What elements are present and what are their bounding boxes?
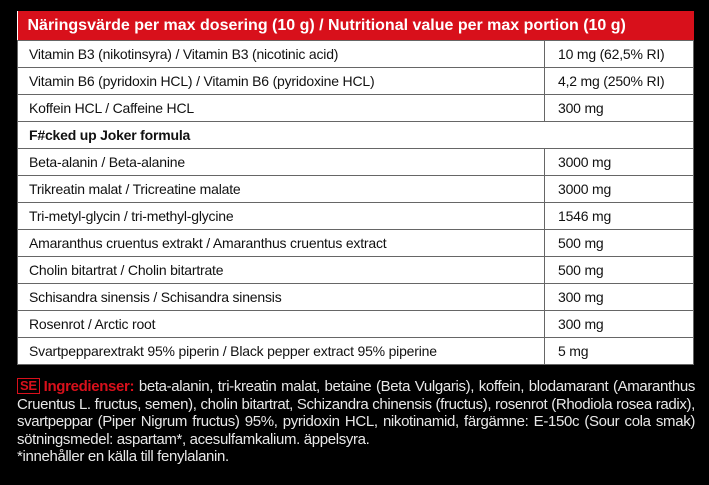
table-row <box>18 176 694 203</box>
section-title-row <box>18 122 694 149</box>
nutrient-name: Trikreatin malat / Tricreatine malate <box>18 176 545 203</box>
nutrient-value: 10 mg (62,5% RI) <box>545 41 694 68</box>
table-row <box>18 95 694 122</box>
nutrient-name: Svartpepparextrakt 95% piperin / Black pepper extract 95% piperine <box>18 338 545 365</box>
table-header-row <box>18 11 694 41</box>
nutrient-name: Vitamin B6 (pyridoxin HCL) / Vitamin B6 (pyridoxine HCL) <box>18 68 545 95</box>
language-tag: SE <box>17 378 40 394</box>
table-row <box>18 203 694 230</box>
ingredients-footnote: *innehåller en källa till fenylalanin. <box>17 448 229 465</box>
nutrient-value: 5 mg <box>545 338 694 365</box>
nutrient-name: Koffein HCL / Caffeine HCL <box>18 95 545 122</box>
nutrient-value: 1546 mg <box>545 203 694 230</box>
nutrient-value: 500 mg <box>545 230 694 257</box>
table-row <box>18 230 694 257</box>
nutrient-name: Rosenrot / Arctic root <box>18 311 545 338</box>
nutrient-name: Tri-metyl-glycin / tri-methyl-glycine <box>18 203 545 230</box>
nutrient-name: Schisandra sinensis / Schisandra sinensis <box>18 284 545 311</box>
ingredients-text: beta-alanin, tri-kreatin malat, betaine (Beta Vulgaris), koffein, blodamarant (Amaranthus Cruentus L. fructus, semen), cholin bitartrat, Schizandra chinensis (fructus), rosenrot (Rhodiola rosea radix), svartpeppar (Piper Nigrum fructus) 95%, pyridoxin HCL, nikotinamid, färgämne: E-150c (Sour cola smak) sötningsmedel: aspartam*, acesulfamkalium. äppelsyra. <box>17 378 695 448</box>
nutrient-name: Cholin bitartrat / Cholin bitartrate <box>18 257 545 284</box>
nutrient-value: 300 mg <box>545 284 694 311</box>
table-header: Näringsvärde per max dosering (10 g) / Nutritional value per max portion (10 g) <box>18 11 694 41</box>
table-row <box>18 311 694 338</box>
nutrient-value: 500 mg <box>545 257 694 284</box>
ingredients-block <box>17 378 695 466</box>
nutrient-value: 300 mg <box>545 95 694 122</box>
nutrient-value: 3000 mg <box>545 149 694 176</box>
table-row <box>18 68 694 95</box>
section-title: F#cked up Joker formula <box>18 122 694 149</box>
table-row <box>18 41 694 68</box>
table-row <box>18 149 694 176</box>
ingredients-heading: Ingredienser: <box>43 378 135 395</box>
nutrient-name: Beta-alanin / Beta-alanine <box>18 149 545 176</box>
nutrient-name: Vitamin B3 (nikotinsyra) / Vitamin B3 (nicotinic acid) <box>18 41 545 68</box>
table-row <box>18 284 694 311</box>
nutrition-table <box>17 11 694 365</box>
nutrient-value: 3000 mg <box>545 176 694 203</box>
table-row <box>18 338 694 365</box>
nutrient-value: 300 mg <box>545 311 694 338</box>
nutrient-name: Amaranthus cruentus extrakt / Amaranthus cruentus extract <box>18 230 545 257</box>
nutrient-value: 4,2 mg (250% RI) <box>545 68 694 95</box>
nutrition-table-container <box>17 11 693 365</box>
table-row <box>18 257 694 284</box>
